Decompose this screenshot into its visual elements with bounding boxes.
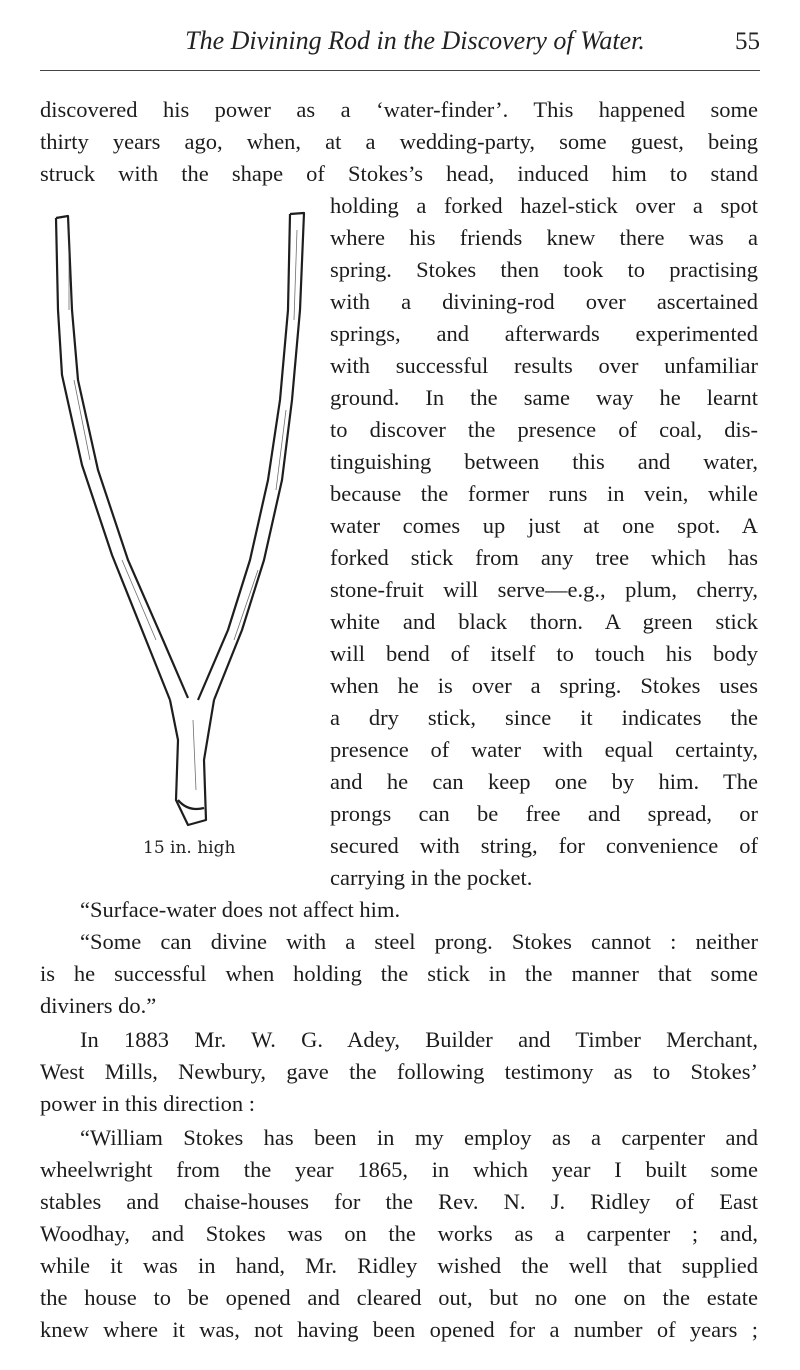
text-line: a dry stick, since it indicates the [330,705,758,730]
forked-stick-icon [38,200,318,840]
text-line: when he is over a spring. Stokes uses [330,673,758,698]
text-line: and he can keep one by him. The [330,769,758,794]
text-line: West Mills, Newbury, gave the following testimony as to Stokes’ [40,1059,758,1084]
text-line: stone-fruit will serve—e.g., plum, cherry, [330,577,758,602]
running-title: The Divining Rod in the Discovery of Water. [185,26,645,55]
text-line: “Surface-water does not affect him. [80,897,401,922]
text-line: will bend of itself to touch his body [330,641,758,666]
text-line: struck with the shape of Stokes’s head, induced him to stand [40,161,758,186]
text-line: holding a forked hazel-stick over a spot [330,193,758,218]
text-line: where his friends knew there was a [330,225,758,250]
text-line: discovered his power as a ‘water-finder’. This happened some [40,97,758,122]
text-line: spring. Stokes then took to practising [330,257,758,282]
text-line: because the former runs in vein, while [330,481,758,506]
text-line: with a divining-rod over ascertained [330,289,758,314]
page-number: 55 [735,28,760,55]
header-rule [40,70,760,71]
text-line: water comes up just at one spot. A [330,513,758,538]
text-line: while it was in hand, Mr. Ridley wished the well that supplied [40,1253,758,1278]
text-line: thirty years ago, when, at a wedding-party, some guest, being [40,129,758,154]
text-line: knew where it was, not having been opened for a number of years ; [40,1317,758,1342]
text-line: tinguishing between this and water, [330,449,758,474]
text-line: Woodhay, and Stokes was on the works as a carpenter ; and, [40,1221,758,1246]
text-line: “William Stokes has been in my employ as a carpenter and [80,1125,758,1150]
text-line: presence of water with equal certainty, [330,737,758,762]
text-line: springs, and afterwards experimented [330,321,758,346]
text-line: forked stick from any tree which has [330,545,758,570]
text-line: power in this direction : [40,1091,255,1116]
text-line: “Some can divine with a steel prong. Stokes cannot : neither [80,929,758,954]
figure-caption: 15 in. high [143,838,236,858]
text-line: diviners do.” [40,993,157,1018]
text-line: is he successful when holding the stick in the manner that some [40,961,758,986]
text-line: stables and chaise-houses for the Rev. N. J. Ridley of East [40,1189,758,1214]
text-line: to discover the presence of coal, dis- [330,417,758,442]
text-line: prongs can be free and spread, or [330,801,758,826]
text-line: ground. In the same way he learnt [330,385,758,410]
divining-rod-illustration [38,200,318,840]
text-line: carrying in the pocket. [330,865,533,890]
running-head [40,20,760,66]
text-line: white and black thorn. A green stick [330,609,758,634]
text-line: In 1883 Mr. W. G. Adey, Builder and Timber Merchant, [80,1027,758,1052]
text-line: with successful results over unfamiliar [330,353,758,378]
text-line: the house to be opened and cleared out, but no one on the estate [40,1285,758,1310]
text-line: secured with string, for convenience of [330,833,758,858]
text-line: wheelwright from the year 1865, in which year I built some [40,1157,758,1182]
